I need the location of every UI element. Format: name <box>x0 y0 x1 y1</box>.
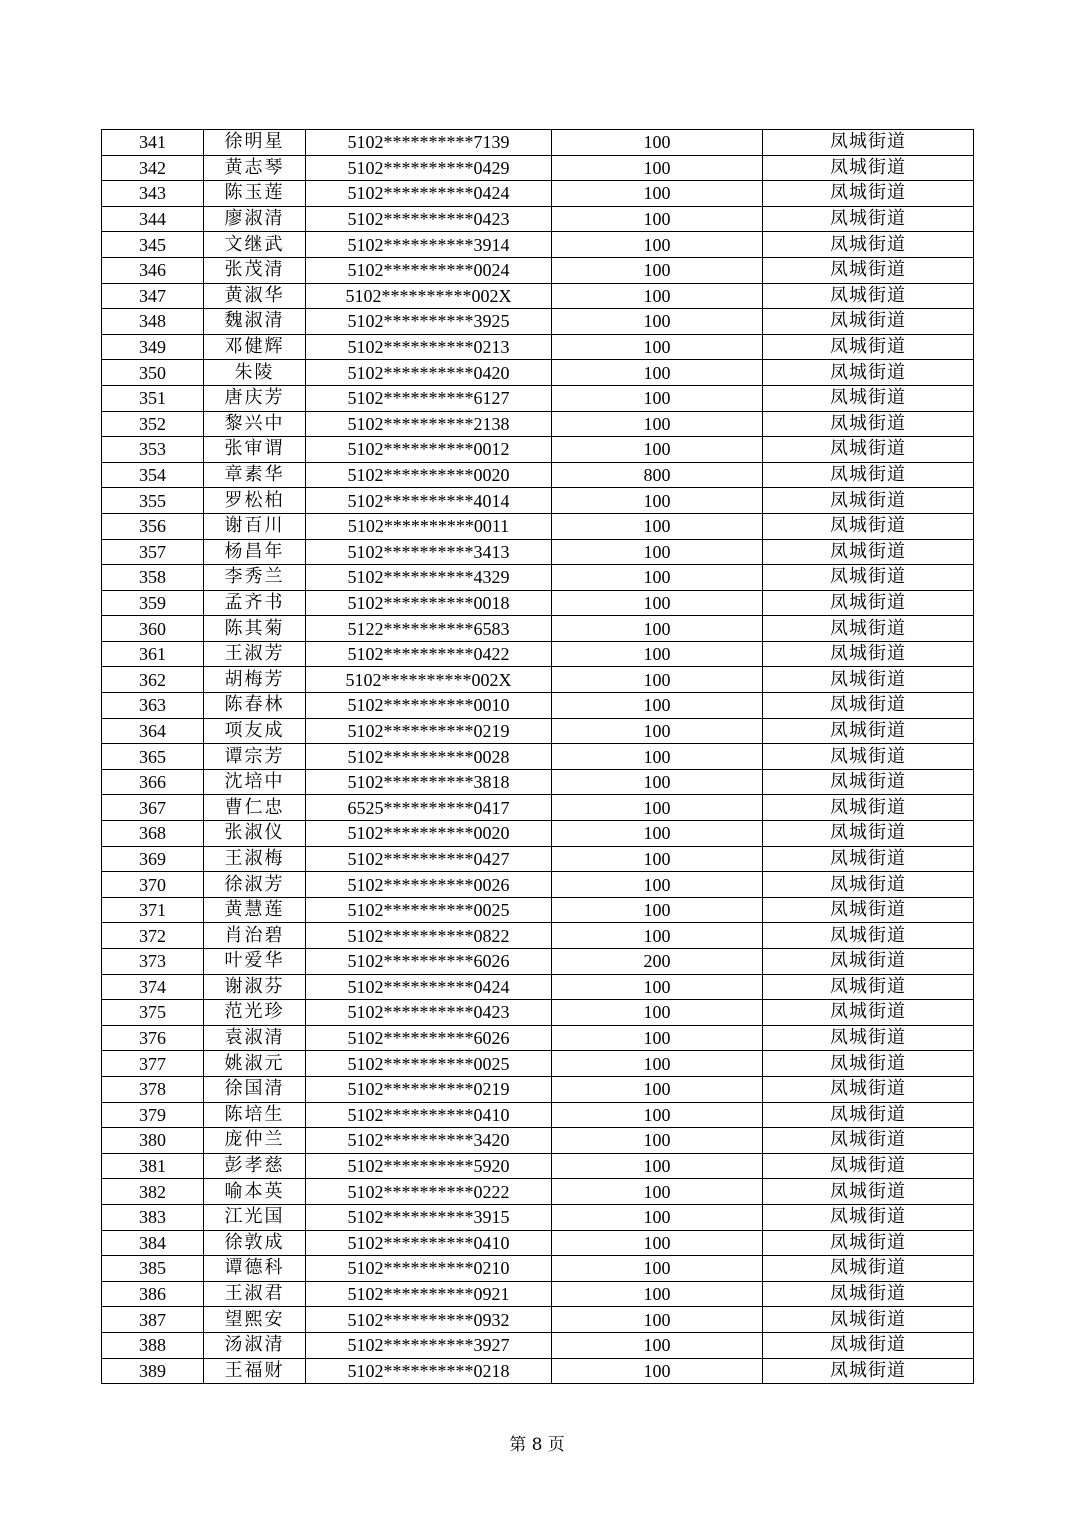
person-name-cell: 廖淑清 <box>204 206 306 232</box>
amount-cell: 100 <box>552 1076 763 1102</box>
amount-cell: 100 <box>552 1204 763 1230</box>
row-number-cell: 355 <box>102 488 204 514</box>
amount-cell: 100 <box>552 769 763 795</box>
person-name-cell: 陈培生 <box>204 1102 306 1128</box>
id-number-cell: 5102**********0822 <box>306 923 552 949</box>
table-row <box>102 949 974 975</box>
row-number-cell: 349 <box>102 334 204 360</box>
id-number-cell: 5102**********0222 <box>306 1179 552 1205</box>
amount-cell: 200 <box>552 949 763 975</box>
amount-cell: 100 <box>552 283 763 309</box>
table-row <box>102 795 974 821</box>
street-cell: 凤城街道 <box>763 206 974 232</box>
person-name-cell: 魏淑清 <box>204 309 306 335</box>
id-number-cell: 5102**********4329 <box>306 565 552 591</box>
person-name-cell: 姚淑元 <box>204 1051 306 1077</box>
street-cell: 凤城街道 <box>763 1025 974 1051</box>
table-row <box>102 693 974 719</box>
amount-cell: 100 <box>552 1025 763 1051</box>
table-row <box>102 1025 974 1051</box>
row-number-cell: 356 <box>102 513 204 539</box>
amount-cell: 100 <box>552 821 763 847</box>
id-number-cell: 5102**********3914 <box>306 232 552 258</box>
person-name-cell: 谭宗芳 <box>204 744 306 770</box>
amount-cell: 100 <box>552 1358 763 1384</box>
person-name-cell: 望熙安 <box>204 1307 306 1333</box>
row-number-cell: 388 <box>102 1332 204 1358</box>
street-cell: 凤城街道 <box>763 1230 974 1256</box>
street-cell: 凤城街道 <box>763 693 974 719</box>
row-number-cell: 372 <box>102 923 204 949</box>
person-name-cell: 谢百川 <box>204 513 306 539</box>
amount-cell: 100 <box>552 1051 763 1077</box>
person-name-cell: 项友成 <box>204 718 306 744</box>
person-name-cell: 汤淑清 <box>204 1332 306 1358</box>
amount-cell: 100 <box>552 513 763 539</box>
row-number-cell: 345 <box>102 232 204 258</box>
row-number-cell: 367 <box>102 795 204 821</box>
amount-cell: 100 <box>552 437 763 463</box>
street-cell: 凤城街道 <box>763 181 974 207</box>
person-name-cell: 李秀兰 <box>204 565 306 591</box>
row-number-cell: 376 <box>102 1025 204 1051</box>
person-name-cell: 谢淑芬 <box>204 974 306 1000</box>
amount-cell: 100 <box>552 846 763 872</box>
row-number-cell: 362 <box>102 667 204 693</box>
street-cell: 凤城街道 <box>763 232 974 258</box>
id-number-cell: 5102**********3818 <box>306 769 552 795</box>
person-name-cell: 庞仲兰 <box>204 1128 306 1154</box>
page-number: 第 8 页 <box>509 1435 565 1455</box>
amount-cell: 100 <box>552 1230 763 1256</box>
amount-cell: 100 <box>552 360 763 386</box>
row-number-cell: 379 <box>102 1102 204 1128</box>
id-number-cell: 5122**********6583 <box>306 616 552 642</box>
row-number-cell: 353 <box>102 437 204 463</box>
id-number-cell: 5102**********0025 <box>306 1051 552 1077</box>
street-cell: 凤城街道 <box>763 1204 974 1230</box>
amount-cell: 100 <box>552 718 763 744</box>
id-number-cell: 5102**********0020 <box>306 821 552 847</box>
data-table <box>101 129 974 1384</box>
id-number-cell: 5102**********6026 <box>306 1025 552 1051</box>
id-number-cell: 5102**********0427 <box>306 846 552 872</box>
row-number-cell: 375 <box>102 1000 204 1026</box>
table-row <box>102 1256 974 1282</box>
id-number-cell: 5102**********3925 <box>306 309 552 335</box>
person-name-cell: 张茂清 <box>204 257 306 283</box>
row-number-cell: 354 <box>102 462 204 488</box>
table-row <box>102 385 974 411</box>
table-row <box>102 1281 974 1307</box>
row-number-cell: 369 <box>102 846 204 872</box>
table-row <box>102 923 974 949</box>
table-row <box>102 130 974 156</box>
street-cell: 凤城街道 <box>763 513 974 539</box>
amount-cell: 100 <box>552 795 763 821</box>
id-number-cell: 5102**********3413 <box>306 539 552 565</box>
amount-cell: 100 <box>552 923 763 949</box>
table-row <box>102 1204 974 1230</box>
street-cell: 凤城街道 <box>763 590 974 616</box>
street-cell: 凤城街道 <box>763 872 974 898</box>
street-cell: 凤城街道 <box>763 846 974 872</box>
person-name-cell: 文继武 <box>204 232 306 258</box>
table-row <box>102 1153 974 1179</box>
id-number-cell: 6525**********0417 <box>306 795 552 821</box>
id-number-cell: 5102**********0921 <box>306 1281 552 1307</box>
person-name-cell: 江光国 <box>204 1204 306 1230</box>
street-cell: 凤城街道 <box>763 974 974 1000</box>
row-number-cell: 364 <box>102 718 204 744</box>
table-row <box>102 437 974 463</box>
id-number-cell: 5102**********0012 <box>306 437 552 463</box>
amount-cell: 100 <box>552 1179 763 1205</box>
street-cell: 凤城街道 <box>763 1179 974 1205</box>
amount-cell: 100 <box>552 897 763 923</box>
street-cell: 凤城街道 <box>763 1153 974 1179</box>
street-cell: 凤城街道 <box>763 769 974 795</box>
id-number-cell: 5102**********3927 <box>306 1332 552 1358</box>
street-cell: 凤城街道 <box>763 155 974 181</box>
table-row <box>102 872 974 898</box>
street-cell: 凤城街道 <box>763 949 974 975</box>
street-cell: 凤城街道 <box>763 257 974 283</box>
table-row <box>102 846 974 872</box>
row-number-cell: 358 <box>102 565 204 591</box>
amount-cell: 100 <box>552 155 763 181</box>
row-number-cell: 344 <box>102 206 204 232</box>
id-number-cell: 5102**********002X <box>306 667 552 693</box>
street-cell: 凤城街道 <box>763 334 974 360</box>
table-row <box>102 539 974 565</box>
id-number-cell: 5102**********5920 <box>306 1153 552 1179</box>
table-row <box>102 641 974 667</box>
table-row <box>102 590 974 616</box>
person-name-cell: 杨昌年 <box>204 539 306 565</box>
table-row <box>102 1051 974 1077</box>
id-number-cell: 5102**********0026 <box>306 872 552 898</box>
table-row <box>102 334 974 360</box>
row-number-cell: 377 <box>102 1051 204 1077</box>
id-number-cell: 5102**********7139 <box>306 130 552 156</box>
row-number-cell: 341 <box>102 130 204 156</box>
row-number-cell: 348 <box>102 309 204 335</box>
id-number-cell: 5102**********0219 <box>306 1076 552 1102</box>
street-cell: 凤城街道 <box>763 923 974 949</box>
table-row <box>102 744 974 770</box>
street-cell: 凤城街道 <box>763 539 974 565</box>
amount-cell: 100 <box>552 385 763 411</box>
table-row <box>102 974 974 1000</box>
street-cell: 凤城街道 <box>763 1000 974 1026</box>
row-number-cell: 363 <box>102 693 204 719</box>
id-number-cell: 5102**********0424 <box>306 974 552 1000</box>
table-row <box>102 462 974 488</box>
amount-cell: 100 <box>552 181 763 207</box>
id-number-cell: 5102**********0424 <box>306 181 552 207</box>
street-cell: 凤城街道 <box>763 488 974 514</box>
id-number-cell: 5102**********0410 <box>306 1102 552 1128</box>
row-number-cell: 378 <box>102 1076 204 1102</box>
person-name-cell: 徐国清 <box>204 1076 306 1102</box>
person-name-cell: 黄淑华 <box>204 283 306 309</box>
id-number-cell: 5102**********0028 <box>306 744 552 770</box>
row-number-cell: 389 <box>102 1358 204 1384</box>
row-number-cell: 361 <box>102 641 204 667</box>
table-row <box>102 283 974 309</box>
street-cell: 凤城街道 <box>763 462 974 488</box>
person-name-cell: 黎兴中 <box>204 411 306 437</box>
street-cell: 凤城街道 <box>763 744 974 770</box>
person-name-cell: 喻本英 <box>204 1179 306 1205</box>
row-number-cell: 366 <box>102 769 204 795</box>
table-row <box>102 1179 974 1205</box>
id-number-cell: 5102**********3420 <box>306 1128 552 1154</box>
person-name-cell: 张淑仪 <box>204 821 306 847</box>
person-name-cell: 徐敦成 <box>204 1230 306 1256</box>
id-number-cell: 5102**********2138 <box>306 411 552 437</box>
table-row <box>102 1000 974 1026</box>
table-row <box>102 769 974 795</box>
street-cell: 凤城街道 <box>763 641 974 667</box>
amount-cell: 100 <box>552 667 763 693</box>
row-number-cell: 371 <box>102 897 204 923</box>
amount-cell: 100 <box>552 206 763 232</box>
person-name-cell: 谭德科 <box>204 1256 306 1282</box>
row-number-cell: 360 <box>102 616 204 642</box>
street-cell: 凤城街道 <box>763 565 974 591</box>
id-number-cell: 5102**********3915 <box>306 1204 552 1230</box>
id-number-cell: 5102**********0423 <box>306 1000 552 1026</box>
person-name-cell: 王淑君 <box>204 1281 306 1307</box>
table-row <box>102 1230 974 1256</box>
id-number-cell: 5102**********0010 <box>306 693 552 719</box>
table-row <box>102 206 974 232</box>
person-name-cell: 罗松柏 <box>204 488 306 514</box>
amount-cell: 100 <box>552 232 763 258</box>
amount-cell: 100 <box>552 1153 763 1179</box>
person-name-cell: 陈春林 <box>204 693 306 719</box>
row-number-cell: 368 <box>102 821 204 847</box>
table-row <box>102 1358 974 1384</box>
row-number-cell: 385 <box>102 1256 204 1282</box>
id-number-cell: 5102**********0024 <box>306 257 552 283</box>
street-cell: 凤城街道 <box>763 616 974 642</box>
amount-cell: 100 <box>552 1281 763 1307</box>
amount-cell: 100 <box>552 539 763 565</box>
id-number-cell: 5102**********0410 <box>306 1230 552 1256</box>
person-name-cell: 黄志琴 <box>204 155 306 181</box>
row-number-cell: 365 <box>102 744 204 770</box>
person-name-cell: 黄慧莲 <box>204 897 306 923</box>
street-cell: 凤城街道 <box>763 283 974 309</box>
person-name-cell: 孟齐书 <box>204 590 306 616</box>
id-number-cell: 5102**********6026 <box>306 949 552 975</box>
person-name-cell: 胡梅芳 <box>204 667 306 693</box>
row-number-cell: 346 <box>102 257 204 283</box>
row-number-cell: 359 <box>102 590 204 616</box>
amount-cell: 100 <box>552 488 763 514</box>
person-name-cell: 沈培中 <box>204 769 306 795</box>
amount-cell: 100 <box>552 130 763 156</box>
id-number-cell: 5102**********0210 <box>306 1256 552 1282</box>
id-number-cell: 5102**********0020 <box>306 462 552 488</box>
id-number-cell: 5102**********0018 <box>306 590 552 616</box>
street-cell: 凤城街道 <box>763 795 974 821</box>
row-number-cell: 350 <box>102 360 204 386</box>
row-number-cell: 383 <box>102 1204 204 1230</box>
amount-cell: 100 <box>552 616 763 642</box>
table-row <box>102 1076 974 1102</box>
id-number-cell: 5102**********0420 <box>306 360 552 386</box>
person-name-cell: 陈玉莲 <box>204 181 306 207</box>
amount-cell: 100 <box>552 1332 763 1358</box>
amount-cell: 800 <box>552 462 763 488</box>
amount-cell: 100 <box>552 590 763 616</box>
amount-cell: 100 <box>552 565 763 591</box>
table-row <box>102 897 974 923</box>
street-cell: 凤城街道 <box>763 718 974 744</box>
table-row <box>102 360 974 386</box>
table-row <box>102 155 974 181</box>
street-cell: 凤城街道 <box>763 437 974 463</box>
id-number-cell: 5102**********0429 <box>306 155 552 181</box>
person-name-cell: 曹仁忠 <box>204 795 306 821</box>
amount-cell: 100 <box>552 334 763 360</box>
person-name-cell: 王福财 <box>204 1358 306 1384</box>
street-cell: 凤城街道 <box>763 411 974 437</box>
amount-cell: 100 <box>552 1128 763 1154</box>
row-number-cell: 373 <box>102 949 204 975</box>
row-number-cell: 343 <box>102 181 204 207</box>
row-number-cell: 384 <box>102 1230 204 1256</box>
amount-cell: 100 <box>552 1256 763 1282</box>
amount-cell: 100 <box>552 1102 763 1128</box>
amount-cell: 100 <box>552 257 763 283</box>
table-row <box>102 257 974 283</box>
person-name-cell: 肖治碧 <box>204 923 306 949</box>
table-row <box>102 718 974 744</box>
person-name-cell: 徐淑芳 <box>204 872 306 898</box>
table-row <box>102 821 974 847</box>
street-cell: 凤城街道 <box>763 1256 974 1282</box>
row-number-cell: 347 <box>102 283 204 309</box>
amount-cell: 100 <box>552 641 763 667</box>
row-number-cell: 352 <box>102 411 204 437</box>
street-cell: 凤城街道 <box>763 1102 974 1128</box>
person-name-cell: 王淑梅 <box>204 846 306 872</box>
table-row <box>102 411 974 437</box>
id-number-cell: 5102**********6127 <box>306 385 552 411</box>
person-name-cell: 范光珍 <box>204 1000 306 1026</box>
row-number-cell: 370 <box>102 872 204 898</box>
id-number-cell: 5102**********0932 <box>306 1307 552 1333</box>
street-cell: 凤城街道 <box>763 1307 974 1333</box>
id-number-cell: 5102**********002X <box>306 283 552 309</box>
id-number-cell: 5102**********4014 <box>306 488 552 514</box>
row-number-cell: 387 <box>102 1307 204 1333</box>
amount-cell: 100 <box>552 411 763 437</box>
amount-cell: 100 <box>552 309 763 335</box>
amount-cell: 100 <box>552 1307 763 1333</box>
table-row <box>102 1128 974 1154</box>
person-name-cell: 陈其菊 <box>204 616 306 642</box>
table-row <box>102 513 974 539</box>
person-name-cell: 王淑芳 <box>204 641 306 667</box>
id-number-cell: 5102**********0213 <box>306 334 552 360</box>
row-number-cell: 374 <box>102 974 204 1000</box>
amount-cell: 100 <box>552 974 763 1000</box>
street-cell: 凤城街道 <box>763 309 974 335</box>
street-cell: 凤城街道 <box>763 385 974 411</box>
person-name-cell: 朱陵 <box>204 360 306 386</box>
person-name-cell: 徐明星 <box>204 130 306 156</box>
street-cell: 凤城街道 <box>763 1076 974 1102</box>
person-name-cell: 彭孝慈 <box>204 1153 306 1179</box>
person-name-cell: 叶爱华 <box>204 949 306 975</box>
table-row <box>102 1332 974 1358</box>
row-number-cell: 380 <box>102 1128 204 1154</box>
street-cell: 凤城街道 <box>763 130 974 156</box>
person-name-cell: 张审谓 <box>204 437 306 463</box>
row-number-cell: 342 <box>102 155 204 181</box>
id-number-cell: 5102**********0011 <box>306 513 552 539</box>
table-body <box>102 130 974 1384</box>
amount-cell: 100 <box>552 744 763 770</box>
street-cell: 凤城街道 <box>763 667 974 693</box>
street-cell: 凤城街道 <box>763 821 974 847</box>
amount-cell: 100 <box>552 1000 763 1026</box>
person-name-cell: 唐庆芳 <box>204 385 306 411</box>
table-row <box>102 565 974 591</box>
row-number-cell: 382 <box>102 1179 204 1205</box>
id-number-cell: 5102**********0422 <box>306 641 552 667</box>
table-row <box>102 488 974 514</box>
table-row <box>102 616 974 642</box>
row-number-cell: 357 <box>102 539 204 565</box>
street-cell: 凤城街道 <box>763 1358 974 1384</box>
table-row <box>102 309 974 335</box>
id-number-cell: 5102**********0423 <box>306 206 552 232</box>
row-number-cell: 386 <box>102 1281 204 1307</box>
street-cell: 凤城街道 <box>763 1332 974 1358</box>
table-row <box>102 232 974 258</box>
id-number-cell: 5102**********0219 <box>306 718 552 744</box>
row-number-cell: 351 <box>102 385 204 411</box>
id-number-cell: 5102**********0218 <box>306 1358 552 1384</box>
id-number-cell: 5102**********0025 <box>306 897 552 923</box>
amount-cell: 100 <box>552 693 763 719</box>
person-name-cell: 袁淑清 <box>204 1025 306 1051</box>
table-row <box>102 181 974 207</box>
table-row <box>102 1307 974 1333</box>
street-cell: 凤城街道 <box>763 1051 974 1077</box>
street-cell: 凤城街道 <box>763 1128 974 1154</box>
row-number-cell: 381 <box>102 1153 204 1179</box>
person-name-cell: 章素华 <box>204 462 306 488</box>
table-row <box>102 667 974 693</box>
table-row <box>102 1102 974 1128</box>
street-cell: 凤城街道 <box>763 360 974 386</box>
person-name-cell: 邓健辉 <box>204 334 306 360</box>
amount-cell: 100 <box>552 872 763 898</box>
street-cell: 凤城街道 <box>763 897 974 923</box>
street-cell: 凤城街道 <box>763 1281 974 1307</box>
